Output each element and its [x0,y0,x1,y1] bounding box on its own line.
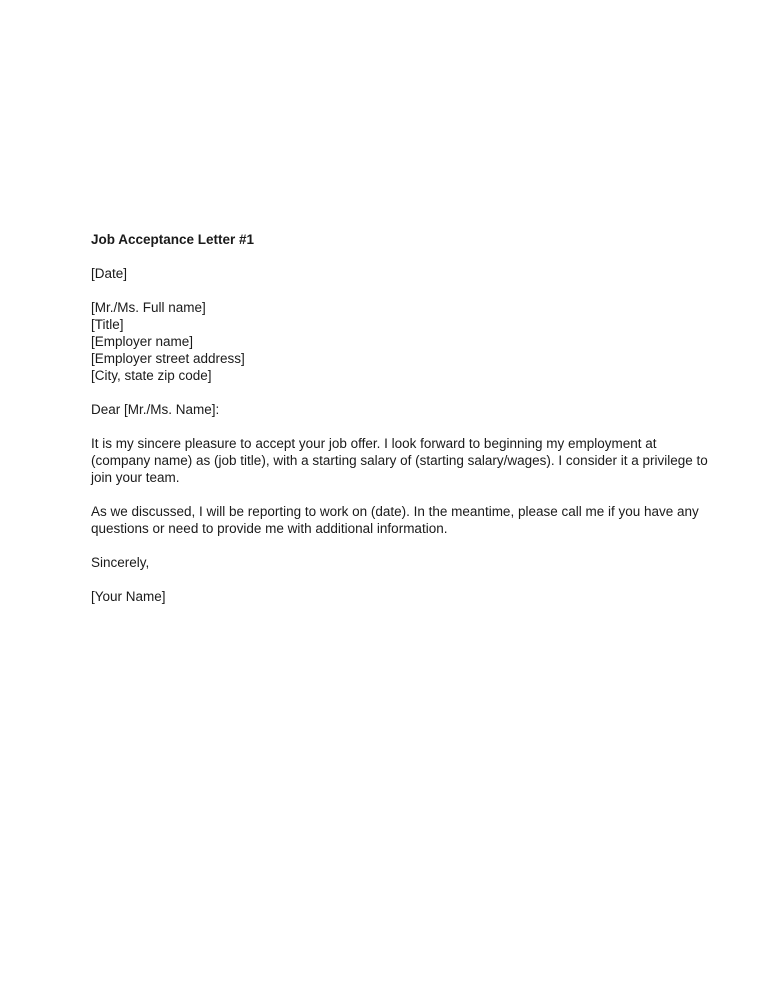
recipient-address-block [91,299,691,384]
paragraph-1-line-2: (company name) as (job title), with a starting salary of (starting salary/wages). I consider it a privilege to [91,453,708,468]
paragraph-2-line-2: questions or need to provide me with additional information. [91,521,448,536]
employer-street-address: [Employer street address] [91,351,245,366]
date-line: [Date] [91,266,128,281]
body-paragraph-1 [91,435,708,486]
paragraph-1-line-3: join your team. [91,470,180,485]
signature-name: [Your Name] [91,589,166,604]
employer-city-state-zip: [City, state zip code] [91,368,212,383]
closing: Sincerely, [91,555,150,570]
recipient-title: [Title] [91,317,124,332]
salutation: Dear [Mr./Ms. Name]: [91,402,220,417]
letter-title: Job Acceptance Letter #1 [91,232,255,247]
body-paragraph-2 [91,503,699,537]
paragraph-1-line-1: It is my sincere pleasure to accept your job offer. I look forward to beginning my employment at [91,436,657,451]
employer-name: [Employer name] [91,334,194,349]
letter-body [91,231,708,622]
recipient-full-name: [Mr./Ms. Full name] [91,300,206,315]
paragraph-2-line-1: As we discussed, I will be reporting to work on (date). In the meantime, please call me if you have any [91,504,699,519]
